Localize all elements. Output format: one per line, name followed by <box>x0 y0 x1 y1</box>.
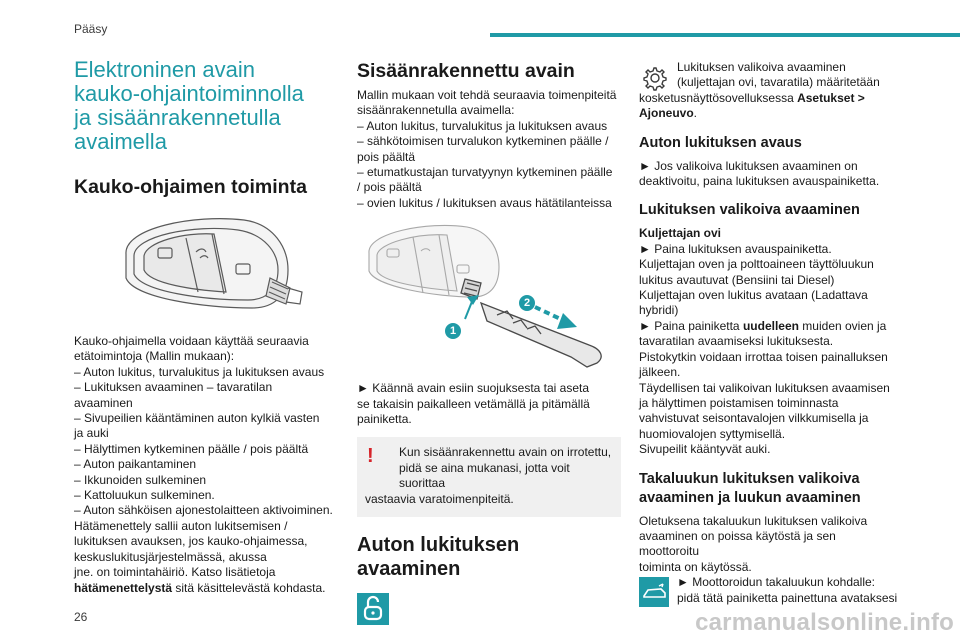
title-line: avaimella <box>74 129 167 154</box>
emergency-paragraph <box>74 519 342 596</box>
text-line: Kuljettajan oven lukitus avataan (Ladattava <box>639 288 868 303</box>
text-line: avaaminen on poissa käytöstä ja sen moottoroitu <box>639 528 836 559</box>
text-fragment: . <box>693 106 698 121</box>
page-title <box>74 58 342 154</box>
text-line: Hätämenettely sallii auton lukitsemisen / <box>74 518 288 533</box>
list-item: pois päältä <box>357 149 416 164</box>
warning-box <box>357 437 621 517</box>
unlock-heading: Auton lukituksen avaaminen <box>357 534 520 581</box>
text-line: painiketta. <box>357 412 412 427</box>
list-item: – Auton paikantaminen <box>74 457 197 472</box>
text-line: ► Jos valikoiva lukituksen avaaminen on <box>639 158 858 173</box>
emphasis-again: uudelleen <box>742 318 799 333</box>
tailgate-heading <box>639 470 899 508</box>
text-line: hybridi) <box>639 303 679 318</box>
list-item: – Lukituksen avaaminen – tavaratilan <box>74 380 273 395</box>
text-line: vastaavia varatoimenpiteitä. <box>365 491 514 506</box>
text-line: toiminta on käytössä. <box>639 559 752 574</box>
list-item: – sähkötoimisen turvalukon kytkeminen päälle / <box>357 134 609 149</box>
column-left <box>74 56 342 596</box>
list-item: – Sivupeilien kääntäminen auton kylkiä vasten <box>74 411 320 426</box>
text-line: Mallin mukaan voit tehdä seuraavia toimenpiteitä <box>357 88 617 102</box>
text-line: lukitus avautuvat (Bensiini tai Diesel) <box>639 272 835 287</box>
text-line: sisäänrakennetulla avaimella: <box>357 103 515 118</box>
car-unlock-heading: Auton lukituksen avaus <box>639 134 802 151</box>
text-line: pidä tätä painiketta painettuna avataksesi <box>677 590 898 605</box>
heading-line: avaaminen ja luukun avaaminen <box>639 489 861 506</box>
text-line: keskuslukitusjärjestelmässä, akussa <box>74 549 267 564</box>
callout-1: 1 <box>449 325 457 338</box>
list-item: – Auton lukitus, turvalukitus ja lukituksen avaus <box>74 364 325 379</box>
list-item: – ovien lukitus / lukituksen avaus hätätilanteissa <box>357 195 612 210</box>
callout-2: 2 <box>523 297 531 310</box>
text-line: huomiovalojen syttymisellä. <box>639 426 786 441</box>
list-item: – Hälyttimen kytkeminen päälle / pois päältä <box>74 441 309 456</box>
text-line: Pistokytkin voidaan irrottaa toisen painalluksen <box>639 349 888 364</box>
tailgate-motor-note <box>639 575 899 606</box>
selective-unlock-note <box>639 60 899 122</box>
list-item: avaaminen <box>74 395 133 410</box>
driver-door-section <box>639 226 899 457</box>
header-accent-bar <box>490 33 960 37</box>
text-line: jälkeen. <box>639 365 681 380</box>
integrated-key-figure <box>357 223 621 371</box>
remote-intro <box>74 334 342 365</box>
integrated-key-illustration <box>357 223 621 371</box>
list-item: – Kattoluukun sulkeminen. <box>74 488 215 503</box>
tailgate-text <box>639 514 899 576</box>
settings-path: Asetukset > <box>797 90 865 105</box>
text-line: Lukituksen valikoiva avaaminen <box>677 60 846 74</box>
text-line: deaktivoitu, paina lukituksen avauspainiketta. <box>639 174 880 189</box>
section-header: Pääsy <box>74 22 108 36</box>
text-line: Oletuksena takaluukun lukituksen valikoiva <box>639 513 868 528</box>
key-fob-illustration <box>74 208 342 326</box>
list-item: / pois päältä <box>357 180 422 195</box>
text-line: Täydellisen tai valikoivan lukituksen avaamisen <box>639 380 890 395</box>
tailgate-icon <box>639 577 669 607</box>
heading-line: Takaluukun lukituksen valikoiva <box>639 470 860 487</box>
text-fragment: ► Paina painiketta <box>639 318 743 333</box>
title-line: kauko-ohjaintoiminnolla <box>74 81 304 106</box>
text-line: ► Käännä avain esiin suojuksesta tai aseta <box>357 381 590 396</box>
driver-door-label: Kuljettajan ovi <box>639 226 722 241</box>
list-item: – etumatkustajan turvatyynyn kytkeminen päälle <box>357 165 613 180</box>
title-line: ja sisäänrakennetulla <box>74 105 281 130</box>
emergency-link-text: hätämenettelystä <box>74 580 173 595</box>
text-line: ► Moottoroidun takaluukun kohdalle: <box>677 575 875 590</box>
text-line: ► Paina lukituksen avauspainiketta. <box>639 241 832 256</box>
text-fragment: muiden ovien ja <box>798 318 887 333</box>
text-fragment: sitä käsittelevästä kohdasta. <box>172 580 326 595</box>
list-item: – Auton sähköisen ajonestolaitteen aktivoiminen. <box>74 503 333 518</box>
remote-function-list <box>74 365 342 519</box>
text-line: tavaratilan avaamiseksi lukituksesta. <box>639 334 834 349</box>
column-right <box>639 56 899 606</box>
list-item: ja auki <box>74 426 109 441</box>
page-number: 26 <box>74 610 88 624</box>
integrated-key-intro <box>357 88 621 119</box>
column-middle <box>357 56 621 625</box>
car-unlock-text <box>639 159 899 190</box>
text-line: Kuljettajan oven ja polttoaineen täyttöluukun <box>639 257 874 272</box>
text-line: vahvistuvat seisontavalojen vilkkumisella ja <box>639 411 869 426</box>
text-line: se takaisin paikalleen vetämällä ja pitämällä <box>357 396 590 411</box>
text-line <box>74 581 342 596</box>
remote-heading: Kauko-ohjaimen toiminta <box>74 176 307 198</box>
text-line: Sivupeilit kääntyvät auki. <box>639 442 771 457</box>
text-line: (kuljettajan ovi, tavaratila) määritetään <box>677 75 880 90</box>
selective-unlock-heading: Lukituksen valikoiva avaaminen <box>639 202 860 219</box>
text-line <box>639 91 899 106</box>
unlock-padlock-icon <box>357 593 389 625</box>
integrated-key-list <box>357 119 621 211</box>
text-line: ja hälyttimen poistamisen toiminnasta <box>639 395 839 410</box>
list-item: – Auton lukitus, turvalukitus ja lukituksen avaus <box>357 118 608 133</box>
fold-instruction <box>357 381 621 427</box>
text-line: lukituksen avauksen, jos kauko-ohjaimessa, <box>74 534 308 549</box>
text-fragment: kosketusnäyttösovelluksessa <box>639 90 798 105</box>
integrated-key-heading: Sisäänrakennettu avain <box>357 60 575 82</box>
text-line <box>639 319 899 334</box>
text-line: jne. on toimintahäiriö. Katso lisätietoja <box>74 565 276 580</box>
warning-icon: ! <box>367 445 374 468</box>
text-line: Kun sisäänrakennettu avain on irrotettu, <box>399 445 612 460</box>
settings-path-vehicle: Ajoneuvo <box>639 106 694 121</box>
text-line: etätoimintoja (Mallin mukaan): <box>74 349 235 364</box>
watermark: carmanualsonline.info <box>695 609 954 636</box>
text-line: Kauko-ohjaimella voidaan käyttää seuraavia <box>74 334 309 348</box>
title-line: Elektroninen avain <box>74 57 256 82</box>
text-line <box>639 106 899 121</box>
text-line: pidä se aina mukanasi, jotta voit suorittaa <box>399 460 570 491</box>
list-item: – Ikkunoiden sulkeminen <box>74 472 207 487</box>
settings-gear-icon <box>639 62 669 92</box>
